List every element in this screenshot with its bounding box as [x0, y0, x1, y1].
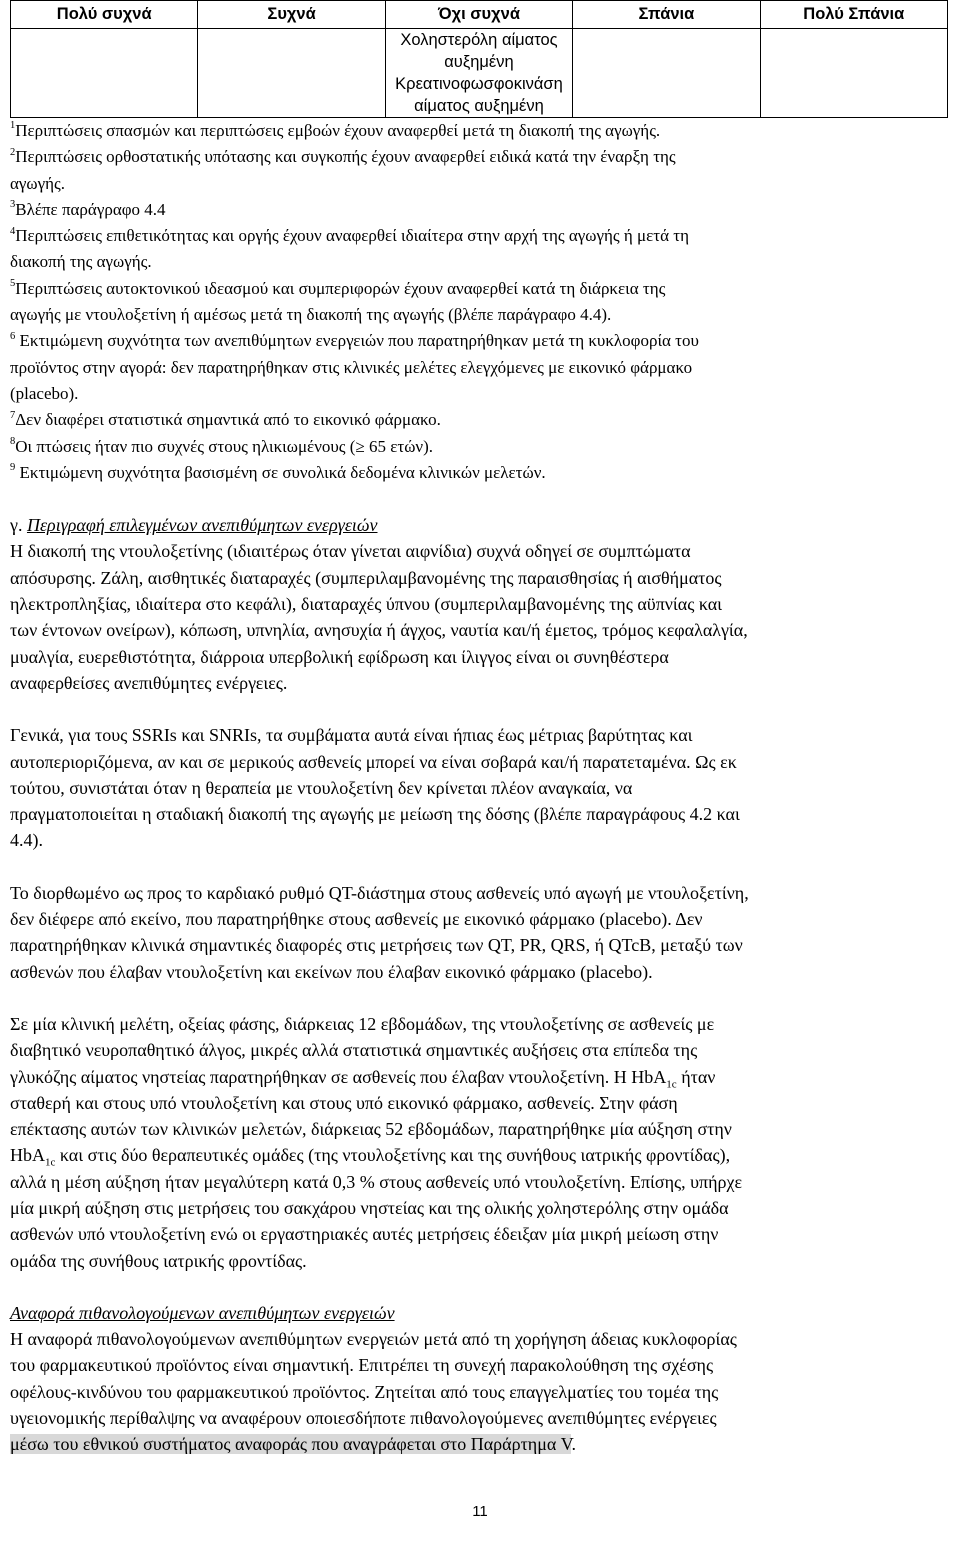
- footnote: προϊόντος στην αγορά: δεν παρατηρήθηκαν στις κλινικές μελέτες ελεγχόμενες με εικονικό φάρμακο: [10, 357, 693, 377]
- paragraph-line: μυαλγία, ευερεθιστότητα, διάρροια υπερβολική εφίδρωση και ίλιγγος είναι οι συνηθέστερα: [10, 646, 669, 667]
- header-very-common: Πολύ συχνά: [11, 1, 198, 29]
- paragraph-line: μία μικρή αύξηση στις μετρήσεις του σακχάρου νηστείας και της ολικής χοληστερόλης στην ομάδα: [10, 1197, 729, 1218]
- footnote: διακοπή της αγωγής.: [10, 252, 152, 272]
- footnote: $^4$Περιπτώσεις επιθετικότητας και οργής έχουν αναφερθεί ιδιαίτερα στην αρχή της αγωγής ή μετά τη: [10, 225, 689, 246]
- paragraph-line: Η διακοπή της ντουλοξετίνης (ιδιαιτέρως όταν γίνεται αιφνίδια) συχνά οδηγεί σε συμπτώματα: [10, 541, 691, 562]
- cell-uncommon: [385, 29, 572, 118]
- paragraph-line: τούτου, συνιστάται όταν η θεραπεία με ντουλοξετίνη δεν κρίνεται πλέον αναγκαία, να: [10, 777, 633, 798]
- paragraph-line: Η αναφορά πιθανολογούμενων ανεπιθύμητων ενεργειών μετά από τη χορήγηση άδειας κυκλοφορίας: [10, 1329, 737, 1350]
- cell-very-rare: [760, 29, 947, 118]
- table-row: [11, 29, 948, 118]
- cell-text-line: αίματος αυξημένη: [414, 97, 544, 115]
- page-number: 11: [472, 1503, 488, 1520]
- paragraph-line: διαβητικό νευροπαθητικό άλγος, μικρές αλλά στατιστικά σημαντικές αυξήσεις στα επίπεδα της: [10, 1040, 698, 1061]
- reporting-heading: Αναφορά πιθανολογούμενων ανεπιθύμητων ενεργειών: [10, 1302, 395, 1323]
- footnote: αγωγής με ντουλοξετίνη ή αμέσως μετά τη διακοπή της αγωγής (βλέπε παράγραφο 4.4).: [10, 305, 612, 325]
- paragraph-line: ασθενών που έλαβαν ντουλοξετίνη και εκείνων που έλαβαν εικονικό φάρμακο (placebo).: [10, 961, 653, 982]
- cell-text-line: αυξημένη: [444, 53, 514, 71]
- footnotes: [10, 118, 948, 486]
- paragraph-line: αυτοπεριοριζόμενα, αν και σε μερικούς ασθενείς μπορεί να είναι σοβαρά και/ή παρατεταμένα. Ως εκ: [10, 751, 737, 772]
- paragraph-line: οφέλους-κινδύνου του φαρμακευτικού προϊόντος. Ζητείται από τους επαγγελματίες του τομέα της: [10, 1381, 719, 1402]
- paragraph-line: υγειονομικής περίθαλψης να αναφέρουν οποιεσδήποτε πιθανολογούμενες ανεπιθύμητες ενέργειες: [10, 1408, 717, 1429]
- paragraph-line: σταθερή και στους υπό ντουλοξετίνη και στους υπό εικονικό φάρμακο, ασθενείς. Στην φάση: [10, 1092, 678, 1113]
- footnote: $^3$Βλέπε παράγραφο 4.4: [10, 199, 166, 219]
- footnote: αγωγής.: [10, 173, 65, 193]
- paragraph-line: δεν διέφερε από εκείνο, που παρατηρήθηκε στους ασθενείς με εικονικό φάρμακο (placebo). Δεν: [10, 909, 703, 930]
- paragraph-line: 4.4).: [10, 830, 43, 851]
- paragraph-line: μέσω του εθνικού συστήματος αναφοράς που αναγράφεται στο Παράρτημα V.: [10, 1434, 576, 1455]
- paragraph-line: επέκτασης αυτών των κλινικών μελετών, διάρκειας 52 εβδομάδων, παρατηρήθηκε μία αύξηση στην: [10, 1119, 732, 1140]
- footnote: $^5$Περιπτώσεις αυτοκτονικού ιδεασμού και συμπεριφορών έχουν αναφερθεί κατά τη διάρκεια της: [10, 278, 666, 298]
- frequency-table: [10, 0, 948, 118]
- paragraph-line: Το διορθωμένο ως προς το καρδιακό ρυθμό QT-διάστημα στους ασθενείς υπό αγωγή με ντουλοξετίνη,: [10, 882, 749, 903]
- cell-common: [198, 29, 385, 118]
- footnote: $^1$Περιπτώσεις σπασμών και περιπτώσεις εμβοών έχουν αναφερθεί μετά τη διακοπή της αγωγής.: [10, 120, 661, 140]
- paragraph-line: παρατηρήθηκαν κλινικά σημαντικές διαφορές στις μετρήσεις των QT, PR, QRS, ή QTcB, μεταξύ των: [10, 935, 743, 956]
- paragraph-line: αναφερθείσες ανεπιθύμητες ενέργειες.: [10, 672, 288, 693]
- paragraph-line: του φαρμακευτικού προϊόντος είναι σημαντική. Επιτρέπει τη συνεχή παρακολούθηση της σχέσης: [10, 1355, 714, 1376]
- paragraph-line: HbA$_{1c}$ και στις δύο θεραπευτικές ομάδες (της ντουλοξετίνης και της συνήθους ιατρικής φροντίδας),: [10, 1145, 731, 1169]
- paragraph-line: απόσυρσης. Ζάλη, αισθητικές διαταραχές (συμπεριλαμβανομένης της παραισθησίας ή αισθήματος: [10, 567, 722, 588]
- section-heading: γ. Περιγραφή επιλεγμένων ανεπιθύμητων ενεργειών: [10, 515, 378, 536]
- highlighted-text: μέσω του εθνικού συστήματος αναφοράς που αναγράφεται στο Παράρτημα V: [10, 1434, 572, 1455]
- footnote: $^6$ Εκτιμώμενη συχνότητα των ανεπιθύμητων ενεργειών που παρατηρήθηκαν μετά τη κυκλοφορία του: [10, 330, 699, 351]
- header-common: Συχνά: [198, 1, 385, 29]
- paragraph-line: Γενικά, για τους SSRIs και SNRIs, τα συμβάματα αυτά είναι ήπιας έως μέτριας βαρύτητας και: [10, 725, 693, 746]
- paragraph-line: πραγματοποιείται η σταδιακή διακοπή της αγωγής με μείωση της δόσης (βλέπε παραγράφους 4.2 και: [10, 804, 740, 825]
- paragraph-line: Σε μία κλινική μελέτη, οξείας φάσης, διάρκειας 12 εβδομάδων, της ντουλοξετίνης σε ασθενείς με: [10, 1013, 715, 1034]
- paragraph-line: γλυκόζης αίματος νηστείας παρατηρήθηκαν σε ασθενείς που έλαβαν ντουλοξετίνη. Η HbA$_{1c}$ ήταν: [10, 1066, 716, 1091]
- footnote: $^8$Οι πτώσεις ήταν πιο συχνές στους ηλικιωμένους (≥ 65 ετών).: [10, 435, 434, 456]
- cell-text-line: Κρεατινοφωσφοκινάση: [395, 75, 563, 93]
- header-rare: Σπάνια: [573, 1, 760, 29]
- footnote: $^7$Δεν διαφέρει στατιστικά σημαντικά από το εικονικό φάρμακο.: [10, 409, 441, 430]
- cell-very-common: [11, 29, 198, 118]
- paragraph-line: αλλά η μέση αύξηση ήταν μεγαλύτερη κατά 0,3 % στους ασθενείς υπό ντουλοξετίνη. Επίσης, υπήρχε: [10, 1171, 743, 1192]
- paragraph-line: ηλεκτροπληξίας, ιδιαίτερα στο κεφάλι), διαταραχές ύπνου (συμπεριλαμβανομένης της αϋπνίας και: [10, 594, 723, 615]
- document-page: [10, 0, 948, 1458]
- header-uncommon: Όχι συχνά: [385, 1, 572, 29]
- paragraph-line: των έντονων ονείρων), κόπωση, υπνηλία, ανησυχία ή άγχος, ναυτία και/ή έμετος, τρόμος κεφαλαλγία,: [10, 620, 748, 641]
- header-very-rare: Πολύ Σπάνια: [760, 1, 947, 29]
- footnote: $^2$Περιπτώσεις ορθοστατικής υπότασης και συγκοπής έχουν αναφερθεί ειδικά κατά την έναρξη της: [10, 146, 676, 167]
- table-header-row: [11, 1, 948, 29]
- cell-rare: [573, 29, 760, 118]
- footnote: $^9$ Εκτιμώμενη συχνότητα βασισμένη σε συνολικά δεδομένα κλινικών μελετών.: [10, 462, 546, 482]
- cell-text-line: Χοληστερόλη αίματος: [400, 31, 558, 49]
- paragraph-line: ασθενών υπό ντουλοξετίνη ενώ οι εργαστηριακές αυτές μετρήσεις έδειξαν μία μικρή μείωση στην: [10, 1224, 719, 1245]
- footnote: (placebo).: [10, 383, 79, 403]
- paragraph-line: ομάδα της συνήθους ιατρικής φροντίδας.: [10, 1250, 307, 1271]
